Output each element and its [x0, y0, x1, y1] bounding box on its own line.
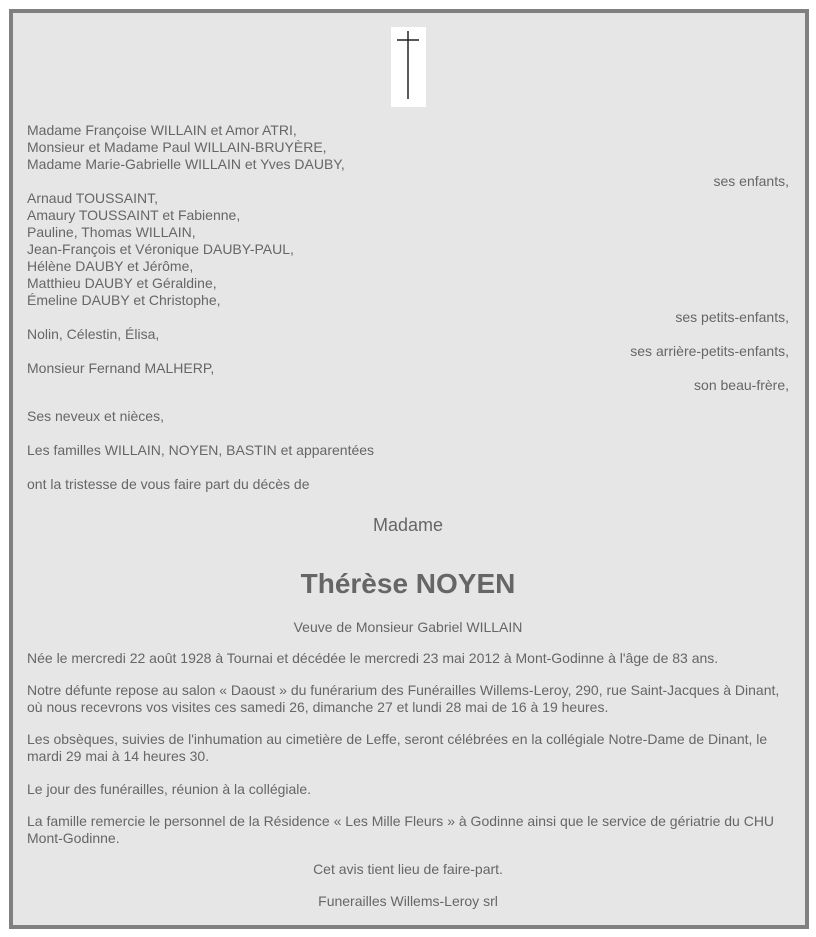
family-line: Madame Françoise WILLAIN et Amor ATRI,	[27, 122, 297, 138]
family-line: Madame Marie-Gabrielle WILLAIN et Yves DAUBY,	[27, 156, 345, 172]
family-line: Monsieur Fernand MALHERP,	[27, 360, 215, 376]
grandchildren-list	[27, 190, 789, 394]
cross-icon	[391, 27, 426, 107]
family-line: Pauline, Thomas WILLAIN,	[27, 224, 196, 240]
nephews-line: Ses neveux et nièces,	[27, 408, 164, 424]
relation-label: ses petits-enfants,	[675, 309, 789, 325]
funeral-paragraph: Les obsèques, suivies de l'inhumation au cimetière de Leffe, seront célébrées en la collégiale Notre-Dame de Dinant, le mardi 29 mai à 14 heures 30.	[27, 731, 768, 764]
families-line: Les familles WILLAIN, NOYEN, BASTIN et apparentées	[27, 442, 375, 458]
widow-line: Veuve de Monsieur Gabriel WILLAIN	[293, 619, 523, 635]
relation-label: son beau-frère,	[694, 377, 789, 393]
announcement: ont la tristesse de vous faire part du décès de	[27, 476, 310, 492]
deceased-title: Madame	[372, 515, 444, 535]
family-line: Matthieu DAUBY et Géraldine,	[27, 275, 217, 291]
family-line: Nolin, Célestin, Élisa,	[27, 326, 160, 342]
birth-death-paragraph: Née le mercredi 22 août 1928 à Tournai et décédée le mercredi 23 mai 2012 à Mont-Godinne à l'âge de 83 ans.	[27, 650, 719, 666]
funeral-home-line: Funerailles Willems-Leroy srl	[318, 893, 498, 909]
meeting-paragraph: Le jour des funérailles, réunion à la collégiale.	[27, 781, 312, 797]
family-line: Hélène DAUBY et Jérôme,	[27, 258, 194, 274]
family-line: Émeline DAUBY et Christophe,	[27, 292, 221, 308]
family-line: Amaury TOUSSAINT et Fabienne,	[27, 207, 241, 223]
family-line: Arnaud TOUSSAINT,	[27, 190, 158, 206]
relation-label: ses enfants,	[713, 173, 789, 189]
relation-label: ses arrière-petits-enfants,	[630, 343, 789, 359]
notice-line: Cet avis tient lieu de faire-part.	[313, 861, 503, 877]
deceased-name: Thérèse NOYEN	[300, 568, 516, 599]
family-line: Monsieur et Madame Paul WILLAIN-BRUYÈRE,	[27, 139, 327, 155]
family-line: Jean-François et Véronique DAUBY-PAUL,	[27, 241, 294, 257]
thanks-paragraph: La famille remercie le personnel de la Résidence « Les Mille Fleurs » à Godinne ainsi que le service de gériatrie du CHU Mont-Godinne.	[27, 813, 775, 846]
rest-paragraph: Notre défunte repose au salon « Daoust » du funérarium des Funérailles Willems-Leroy, 290, rue Saint-Jacques à Dinant, où nous recevrons vos visites ces samedi 26, dimanche 27 et lundi 28 mai de 16 à 19 heures.	[27, 682, 780, 715]
children-list	[27, 122, 789, 190]
